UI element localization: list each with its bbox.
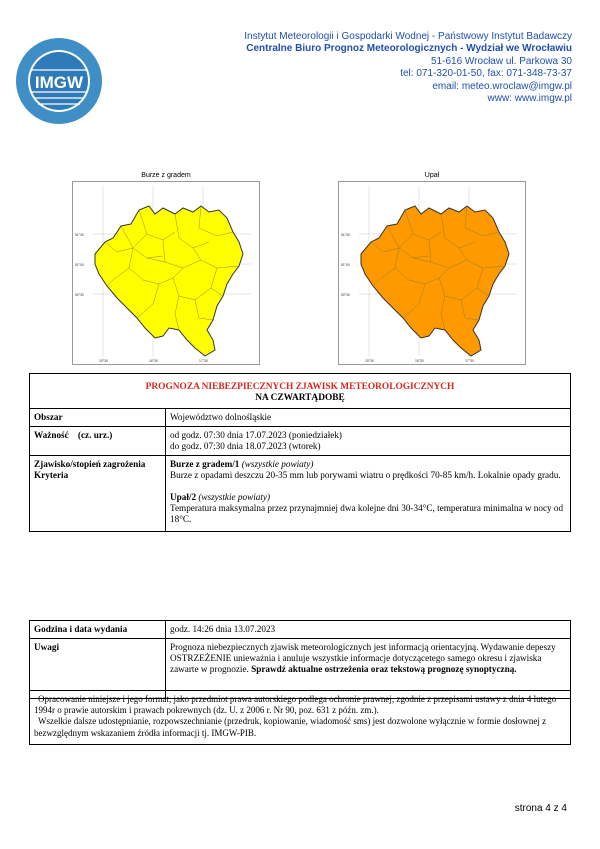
organisation-header [192, 31, 572, 105]
area-value: Województwo dolnośląskie [166, 409, 571, 427]
forecast-header [30, 374, 571, 409]
region-map [339, 182, 525, 364]
forecast-table [29, 373, 571, 532]
copyright-paragraph: Wszelkie dalsze udostępnianie, rozpowszechnianie (przedruk, kopiowanie, wiadomość sms) jest dozwolone wyłącznie w formie dosłownej z bezwzględnym wskazaniem źródła informacji tj. IMGW-PIB. [34, 716, 547, 738]
org-department: Centralne Biuro Prognoz Meteorologicznych - Wydział we Wrocławiu [246, 43, 572, 55]
voivodeship-area [95, 206, 243, 356]
svg-text:IMGW: IMGW [34, 73, 84, 92]
phenomena-value [166, 456, 571, 532]
phenomena-label: Zjawisko/stopień zagrożenia [34, 459, 146, 469]
notes-label: Uwagi [30, 639, 166, 699]
map-thunderstorms [72, 171, 260, 371]
issue-time-value: godz. 14:26 dnia 13.07.2023 [166, 621, 571, 639]
imgw-logo [14, 36, 104, 126]
org-www: www: www.imgw.pl [487, 93, 572, 105]
page-number: strona 4 z 4 [514, 803, 567, 814]
map-title: Upał [424, 172, 440, 179]
phenomenon-heat [170, 492, 566, 503]
longitude-label: 15°30 [99, 359, 108, 363]
phenomenon-name: Upał/2 [170, 492, 197, 502]
latitude-label: 51°00 [75, 263, 84, 267]
org-email: email: meteo.wroclaw@imgw.pl [432, 80, 572, 92]
map-heat [338, 171, 526, 371]
phenomenon-scope: (wszystkie powiaty) [241, 459, 314, 469]
criteria-label: Kryteria [34, 470, 69, 480]
longitude-label: 17°30 [465, 359, 474, 363]
phenomenon-scope: (wszystkie powiaty) [198, 492, 271, 502]
copyright-notice [29, 690, 571, 745]
validity-from: od godz. 07:30 dnia 17.07.2023 (poniedziałek) [170, 430, 342, 440]
org-phone: tel: 071-320-01-50, fax: 071-348-73-37 [400, 68, 572, 80]
area-label: Obszar [30, 409, 166, 427]
phenomenon-description: Burze z opadami deszczu 20-35 mm lub porywami wiatru o prędkości 70-85 km/h. Lokalnie opady gradu. [170, 470, 561, 480]
phenomena-label-cell [30, 456, 166, 532]
validity-unit: (cz. urz.) [77, 430, 113, 440]
phenomenon-name: Burze z gradem/1 [170, 459, 240, 469]
longitude-label: 16°30 [149, 359, 158, 363]
forecast-title: PROGNOZA NIEBEZPIECZNYCH ZJAWISK METEOROLOGICZNYCH [145, 382, 455, 392]
map-frame [338, 181, 526, 365]
validity-label: Ważność [34, 430, 69, 440]
region-map [73, 182, 259, 364]
validity-label-cell [30, 427, 166, 456]
latitude-label: 51°00 [341, 263, 350, 267]
map-title: Burze z gradem [141, 172, 191, 179]
notes-text: Prognoza niebezpiecznych zjawisk meteorologicznych jest informacją orientacyjną. Wydawanie depeszy OSTRZEŻENIE unieważnia i anuluje wszystkie informacje dotyczącetego samego okresu i zjawiska zawarte w prognozie. [170, 642, 556, 674]
issue-table [29, 620, 571, 699]
phenomenon-description: Temperatura maksymalna przez przynajmniej dwa kolejne dni 30-34°C, temperatura minimalna w nocy od 18°C. [170, 503, 564, 524]
map-frame [72, 181, 260, 365]
org-address: 51-616 Wrocław ul. Parkowa 30 [431, 55, 572, 67]
validity-value [166, 427, 571, 456]
notes-emphasis: Sprawdź aktualne ostrzeżenia oraz tekstową prognozę synoptyczną. [251, 664, 517, 674]
org-name: Instytut Meteorologii i Gospodarki Wodnej - Państwowy Instytut Badawczy [244, 31, 572, 42]
phenomenon-thunderstorm [170, 459, 566, 470]
longitude-label: 16°30 [415, 359, 424, 363]
forecast-subtitle: NA CZWARTĄDOBĘ [255, 393, 345, 403]
longitude-label: 17°30 [199, 359, 208, 363]
latitude-label: 50°30 [75, 293, 84, 297]
longitude-label: 15°30 [365, 359, 374, 363]
latitude-label: 50°30 [341, 293, 350, 297]
voivodeship-area [361, 206, 509, 356]
issue-time-label: Godzina i data wydania [30, 621, 166, 639]
latitude-label: 51°30 [341, 233, 350, 237]
latitude-label: 51°30 [75, 233, 84, 237]
validity-to: do godz. 07:30 dnia 18.07.2023 (wtorek) [170, 441, 321, 451]
copyright-paragraph: Opracowanie niniejsze i jego format, jako przedmiot prawa autorskiego podlega ochronie prawnej, zgodnie z przepisami ustawy z dnia 4 lutego 1994r o prawie autorskim i prawach pokrewnych (dz. U. z 2006 r. Nr 90, poz. 631 z późn. zm.). [34, 694, 557, 716]
